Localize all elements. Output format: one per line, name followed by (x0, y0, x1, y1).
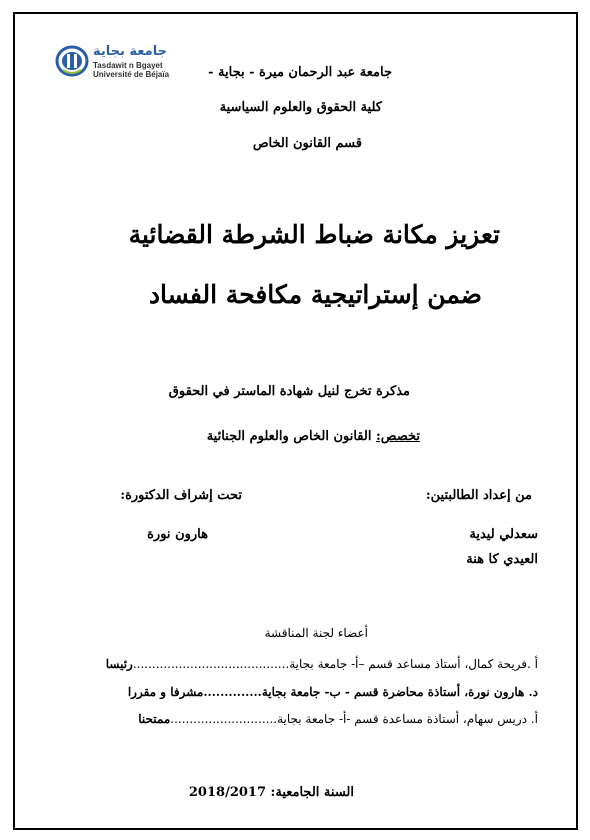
member-text: أ. دريس سهام، أستاذة مساعدة قسم -أ- جامعة بجاية............................ (170, 712, 538, 726)
member-text: أ .فريحة كمال، أستاذ مساعد قسم –أ- جامعة بجاية......................................... (132, 657, 538, 671)
committee-member-3 (138, 712, 538, 726)
committee-member-1 (106, 657, 538, 671)
member-role: ممتحنا (138, 712, 171, 726)
university-logo (55, 44, 185, 80)
university-name: جامعة عبد الرحمان ميرة - بجاية - (208, 65, 392, 80)
logo-line1: Tasdawit n Bgayet (93, 61, 163, 70)
students-label: من إعداد الطالبتين: (425, 488, 532, 503)
page-border (13, 12, 578, 830)
logo-line2: Université de Béjaïa (93, 70, 170, 79)
supervisor-name: هارون نورة (147, 527, 208, 542)
title-line1: تعزيز مكانة ضباط الشرطة القضائية (128, 220, 500, 249)
specialty-line (207, 429, 420, 444)
supervisor-label: تحت إشراف الدكتورة: (120, 488, 242, 503)
member-role: رئيسا (105, 657, 133, 671)
member-text: د. هارون نورة، أستاذة محاضرة قسم - ب- جامعة بجاية.............. (203, 685, 538, 699)
specialty-label: تخصص: (375, 429, 420, 444)
academic-year-value: 2018/2017 (188, 785, 267, 800)
student-name-1: سعدلي ليدية (469, 527, 538, 542)
memo-text: مذكرة تخرج لنيل شهادة الماستر في الحقوق (168, 384, 410, 399)
department-name: قسم القانون الخاص (252, 136, 362, 151)
committee-member-2 (128, 685, 538, 699)
logo-emblem-icon (55, 44, 89, 78)
academic-year-label: السنة الجامعية: (270, 785, 354, 800)
title-line2: ضمن إستراتيجية مكافحة الفساد (148, 280, 482, 309)
student-name-2: العيدي كا هنة (466, 552, 538, 567)
academic-year (189, 785, 354, 800)
logo-arabic-text: جامعة بجاية (93, 44, 167, 59)
faculty-name: كلية الحقوق والعلوم السياسية (219, 100, 382, 115)
committee-label: أعضاء لجنة المناقشة (264, 626, 368, 640)
member-role: مشرفا و مقررا (127, 685, 204, 699)
specialty-value: القانون الخاص والعلوم الجنائية (206, 429, 372, 444)
